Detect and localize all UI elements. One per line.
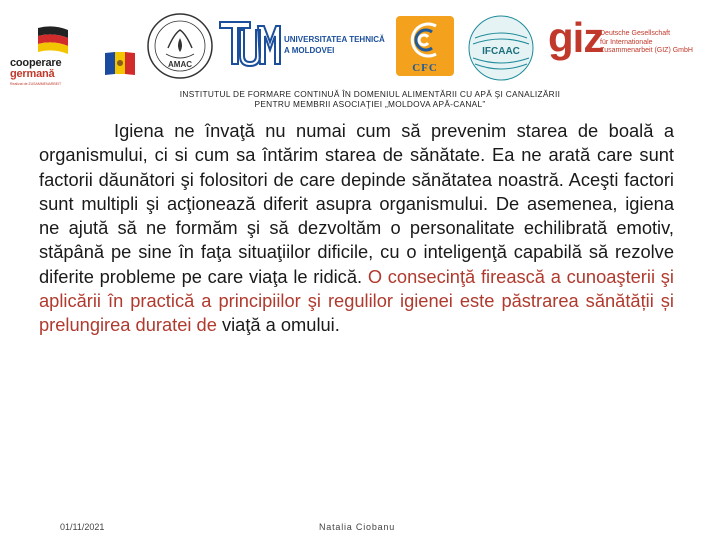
giz-line2: für Internationale xyxy=(600,38,653,46)
utm-logo xyxy=(218,16,388,72)
header-line2: PENTRU MEMBRII ASOCIAŢIEI „MOLDOVA APĂ-CANAL” xyxy=(254,99,486,109)
cfc-label: CFC xyxy=(412,62,438,74)
header-line1: INSTITUTUL DE FORMARE CONTINUĂ ÎN DOMENIUL ALIMENTĂRII CU APĂ ŞI CANALIZĂRII xyxy=(179,89,561,99)
amac-label: AMAC xyxy=(168,60,192,69)
main-paragraph xyxy=(39,119,674,338)
coop-line1: cooperare xyxy=(10,57,62,69)
utm-line2: A MOLDOVEI xyxy=(284,46,335,55)
paragraph-highlight-text: O consecinţă firească a cunoaşterii şi aplicării în practică a principiilor şi regulilor igienei este păstrarea sănătății și prelungirea duratei de xyxy=(39,265,674,336)
footer-date: 01/11/2021 xyxy=(60,522,105,532)
giz-logo xyxy=(548,14,718,68)
ifcaac-label: IFCAAC xyxy=(482,46,520,57)
cfc-emblem-icon xyxy=(396,18,454,62)
moldova-flag-icon xyxy=(104,50,136,76)
giz-wordmark: giz xyxy=(548,14,604,61)
utm-emblem-icon xyxy=(218,16,282,72)
ifcaac-logo xyxy=(467,14,535,82)
giz-line1: Deutsche Gesellschaft xyxy=(600,30,671,37)
institute-header xyxy=(0,89,720,109)
coop-subtitle: Realizat de ZUSAMMENARBEIT xyxy=(10,82,62,86)
cfc-logo xyxy=(396,16,454,76)
paragraph-ending-text: viaţă a omului. xyxy=(221,314,340,336)
amac-seal-logo xyxy=(146,12,214,80)
coop-line2: germană xyxy=(10,68,55,80)
footer-author: Natalia Ciobanu xyxy=(319,522,396,532)
utm-line1: UNIVERSITATEA TEHNICĂ xyxy=(284,35,385,44)
ifcaac-emblem-icon xyxy=(467,14,535,82)
amac-seal-icon xyxy=(146,12,214,80)
paragraph-normal-text: Igiena ne învaţă nu numai cum să prevenim starea de boală a organismului, ci si cum sa întărim starea de sănătate. Ea ne arată care sunt factorii dăunători şi folositori de care depinde sănătatea noastră. Aceşti factori sunt multipli şi acţionează diferit asupra organismului. De asemenea, igiena ne ajută să ne formăm şi să dezvoltăm o personalitate echilibrată emotiv, stăpână pe sine în faţa situaţiilor dificile, cu o inteligenţă capabilă să rezolve diferite probleme pe care viaţa le ridică. xyxy=(39,120,674,287)
logo-bar xyxy=(0,8,720,88)
german-flag-icon xyxy=(36,24,70,58)
cooperare-germana-logo xyxy=(8,24,138,86)
giz-line3: Zusammenarbeit (GIZ) GmbH xyxy=(600,47,693,54)
